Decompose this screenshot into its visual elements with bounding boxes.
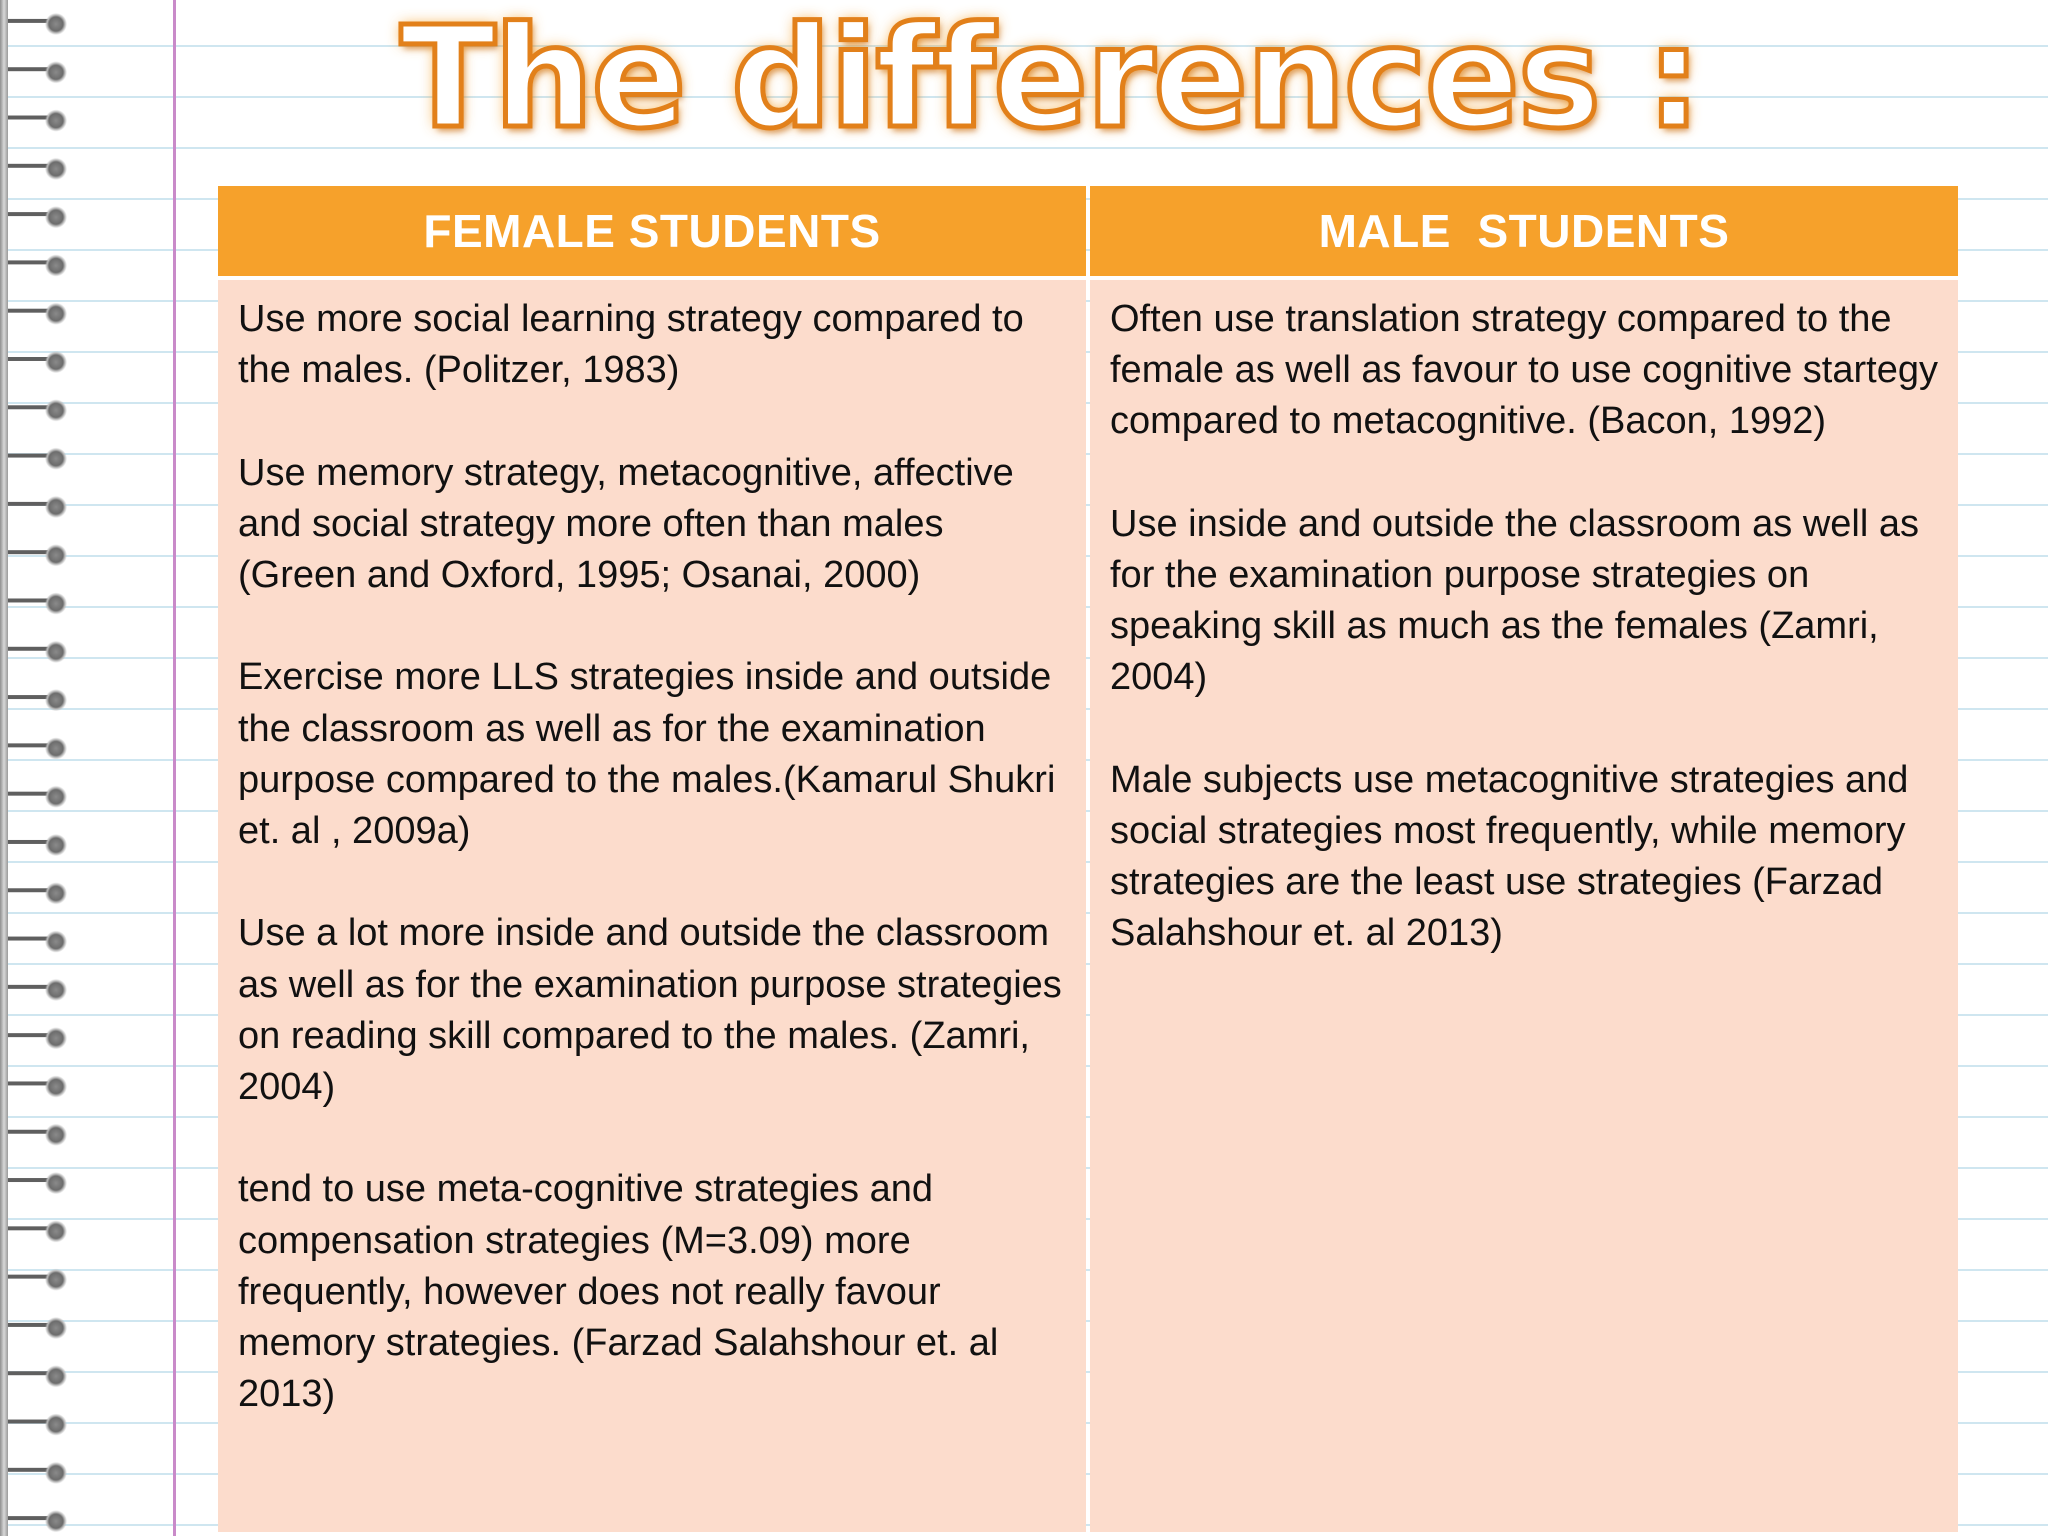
female-column-header: FEMALE STUDENTS [218,186,1086,276]
margin-line [173,0,176,1536]
female-column-body [218,280,1086,1532]
slide-title: The differences : [400,0,1700,160]
female-entry-2: Use memory strategy, metacognitive, affective and social strategy more often than males (Green and Oxford, 1995; Osanai, 2000) [238,451,1014,596]
female-column [218,186,1086,1532]
female-entry-5: tend to use meta-cognitive strategies and compensation strategies (M=3.09) more frequently, however does not really favour memory strategies. (Farzad Salahshour et. al 2013) [238,1168,999,1416]
male-entry-1: Often use translation strategy compared to the female as well as favour to use cognitive startegy compared to metacognitive. (Bacon, 1992) [1110,298,1938,443]
binding-rod [0,0,8,1536]
male-entry-2: Use inside and outside the classroom as well as for the examination purpose strategies on speaking skill as much as the females (Zamri, 2004) [1110,502,1919,699]
male-column-body [1090,280,1958,1532]
male-entry-3: Male subjects use metacognitive strategies and social strategies most frequently, while memory strategies are the least use strategies (Farzad Salahshour et. al 2013) [1110,758,1909,955]
comparison-table [218,186,1958,1532]
female-entry-4: Use a lot more inside and outside the classroom as well as for the examination purpose strategies on reading skill compared to the males. (Zamri, 2004) [238,912,1062,1108]
spiral-binding [0,0,80,1536]
male-column [1090,186,1958,1532]
male-column-header: MALE STUDENTS [1090,186,1958,276]
female-entry-1: Use more social learning strategy compared to the males. (Politzer, 1983) [238,298,1024,392]
female-entry-3: Exercise more LLS strategies inside and outside the classroom as well as for the examination purpose compared to the males.(Kamarul Shukri et. al , 2009a) [238,656,1056,852]
